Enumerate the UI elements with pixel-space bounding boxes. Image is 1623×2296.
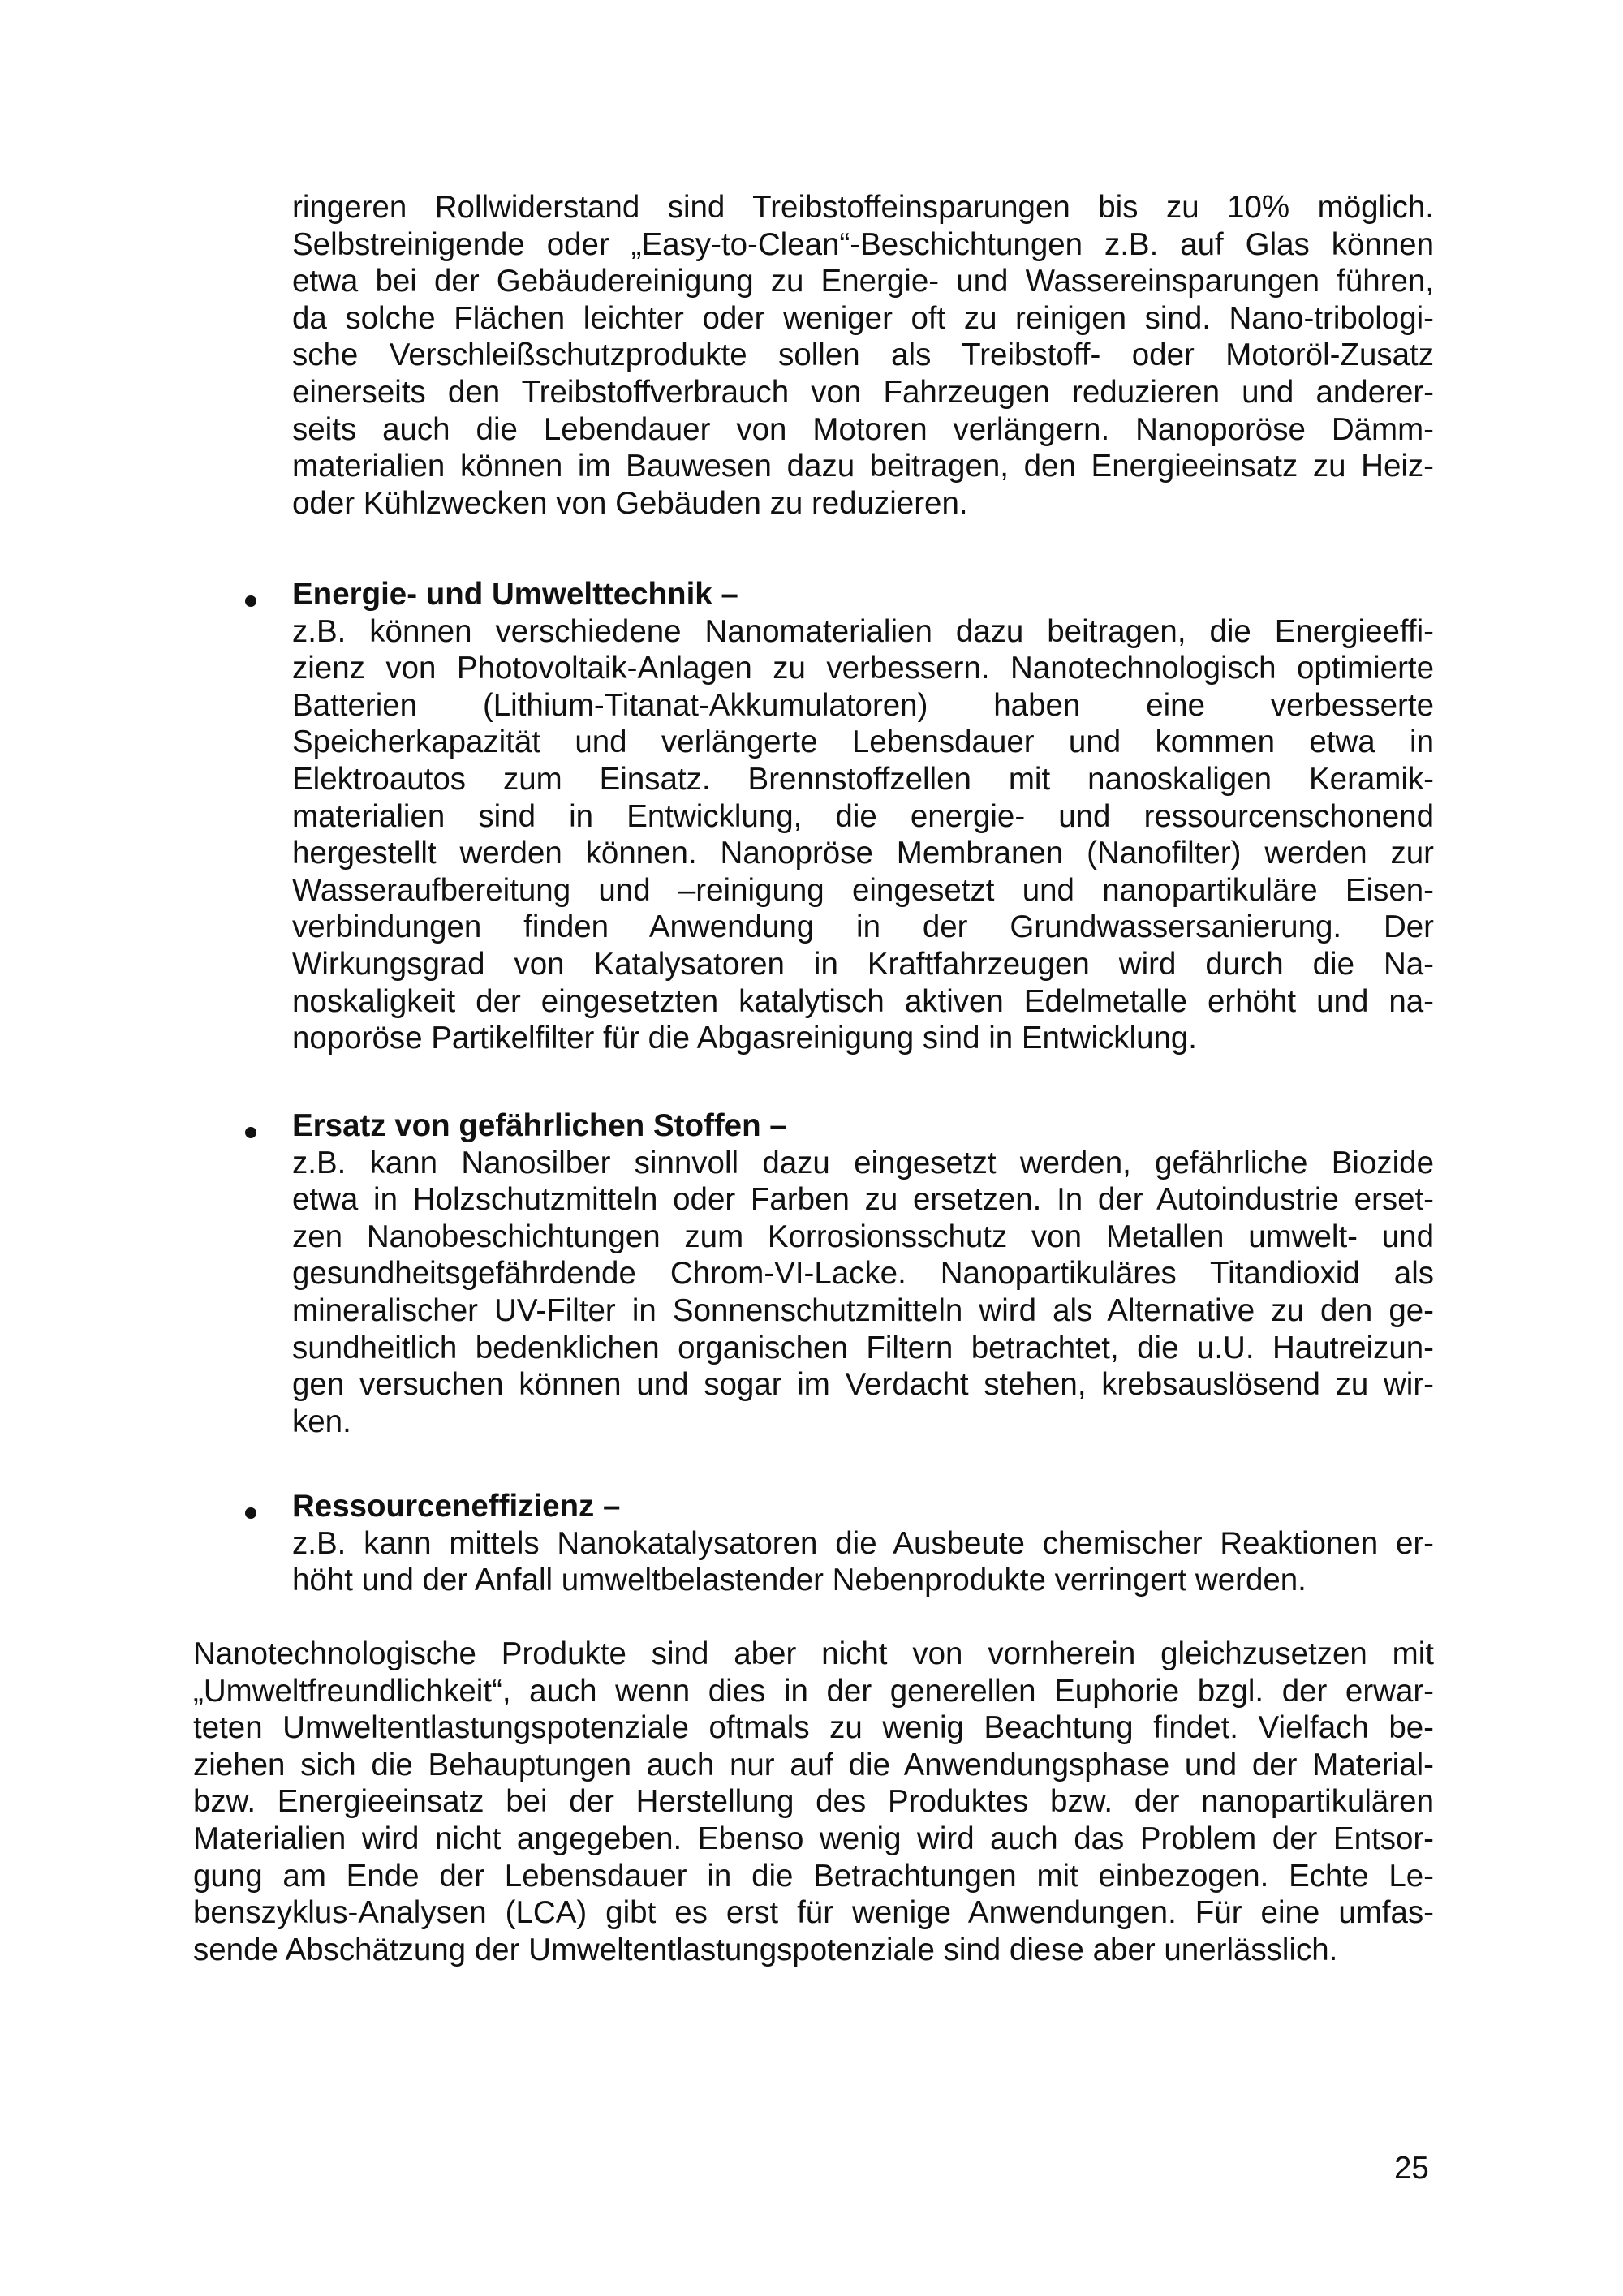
bullet-heading: Ressourceneffizienz – bbox=[292, 1489, 621, 1524]
bullet-line: z.B. können verschiedene Nanomaterialien dazu beitragen, die Energieeffi- bbox=[292, 613, 1434, 649]
bullet-item-ressourceneffizienz bbox=[292, 1488, 1434, 1599]
paragraph-line: ringeren Rollwiderstand sind Treibstoffeinsparungen bis zu 10% möglich. bbox=[292, 190, 1434, 225]
paragraph-line: oder Kühlzwecken von Gebäuden zu reduzieren. bbox=[292, 485, 968, 521]
bullet-icon bbox=[245, 1507, 256, 1519]
bullet-line: hergestellt werden können. Nanopröse Membranen (Nanofilter) werden zur bbox=[292, 836, 1434, 871]
bullet-line: z.B. kann mittels Nanokatalysatoren die Ausbeute chemischer Reaktionen er- bbox=[292, 1525, 1434, 1561]
bullet-line: zen Nanobeschichtungen zum Korrosionsschutz von Metallen umwelt- und bbox=[292, 1219, 1434, 1254]
bullet-line: mineralischer UV-Filter in Sonnenschutzmitteln wird als Alternative zu den ge- bbox=[292, 1292, 1434, 1328]
paragraph-line: seits auch die Lebendauer von Motoren verlängern. Nanoporöse Dämm- bbox=[292, 411, 1434, 447]
bullet-line: noskaligkeit der eingesetzten katalytisch aktiven Edelmetalle erhöht und na- bbox=[292, 983, 1434, 1019]
paragraph-line: einerseits den Treibstoffverbrauch von Fahrzeugen reduzieren und anderer- bbox=[292, 374, 1434, 410]
bullet-line: zienz von Photovoltaik-Anlagen zu verbessern. Nanotechnologisch optimierte bbox=[292, 651, 1434, 686]
paragraph-line: Nanotechnologische Produkte sind aber nicht von vornherein gleichzusetzen mit bbox=[193, 1636, 1434, 1671]
bullet-item-ersatz-gefaehrlicher-stoffe bbox=[292, 1107, 1434, 1440]
paragraph-line: sche Verschleißschutzprodukte sollen als Treibstoff- oder Motoröl-Zusatz bbox=[292, 338, 1434, 373]
bullet-heading: Ersatz von gefährlichen Stoffen – bbox=[292, 1108, 787, 1143]
bullet-line: gesundheitsgefährdende Chrom-VI-Lacke. Nanopartikuläres Titandioxid als bbox=[292, 1256, 1434, 1292]
bullet-heading: Energie- und Umwelttechnik – bbox=[292, 577, 738, 612]
paragraph-line: da solche Flächen leichter oder weniger oft zu reinigen sind. Nano-tribologi- bbox=[292, 300, 1434, 336]
intro-paragraph bbox=[292, 189, 1434, 522]
bullet-icon bbox=[245, 595, 256, 607]
bullet-icon bbox=[245, 1127, 256, 1138]
paragraph-line: bzw. Energieeinsatz bei der Herstellung des Produktes bzw. der nanopartikulären bbox=[193, 1784, 1434, 1820]
bullet-item-energie-umwelttechnik bbox=[292, 576, 1434, 1057]
paragraph-line: ziehen sich die Behauptungen auch nur auf die Anwendungsphase und der Material- bbox=[193, 1747, 1434, 1782]
bullet-line: Batterien (Lithium-Titanat-Akkumulatoren) haben eine verbesserte bbox=[292, 687, 1434, 723]
bullet-line: materialien sind in Entwicklung, die energie- und ressourcenschonend bbox=[292, 798, 1434, 834]
bullet-line: höht und der Anfall umweltbelastender Nebenprodukte verringert werden. bbox=[292, 1563, 1307, 1598]
bullet-line: noporöse Partikelfilter für die Abgasreinigung sind in Entwicklung. bbox=[292, 1021, 1197, 1056]
paragraph-line: etwa bei der Gebäudereinigung zu Energie- und Wassereinsparungen führen, bbox=[292, 264, 1434, 299]
bullet-line: sundheitlich bedenklichen organischen Filtern betrachtet, die u.U. Hautreizun- bbox=[292, 1330, 1434, 1365]
paragraph-line: materialien können im Bauwesen dazu beitragen, den Energieeinsatz zu Heiz- bbox=[292, 449, 1434, 484]
bullet-line: Elektroautos zum Einsatz. Brennstoffzellen mit nanoskaligen Keramik- bbox=[292, 761, 1434, 797]
closing-paragraph bbox=[193, 1636, 1434, 1968]
paragraph-line: Materialien wird nicht angegeben. Ebenso wenig wird auch das Problem der Entsor- bbox=[193, 1821, 1434, 1856]
bullet-line: z.B. kann Nanosilber sinnvoll dazu eingesetzt werden, gefährliche Biozide bbox=[292, 1145, 1434, 1180]
bullet-line: ken. bbox=[292, 1404, 351, 1439]
bullet-line: verbindungen finden Anwendung in der Grundwassersanierung. Der bbox=[292, 909, 1434, 945]
paragraph-line: „Umweltfreundlichkeit“, auch wenn dies in der generellen Euphorie bzgl. der erwar- bbox=[193, 1673, 1434, 1709]
page-number: 25 bbox=[1394, 2151, 1429, 2186]
paragraph-line: sende Abschätzung der Umweltentlastungspotenziale sind diese aber unerlässlich. bbox=[193, 1932, 1338, 1967]
paragraph-line: benszyklus-Analysen (LCA) gibt es erst für wenige Anwendungen. Für eine umfas- bbox=[193, 1895, 1434, 1931]
paragraph-line: gung am Ende der Lebensdauer in die Betrachtungen mit einbezogen. Echte Le- bbox=[193, 1858, 1434, 1894]
paragraph-line: teten Umweltentlastungspotenziale oftmals zu wenig Beachtung findet. Vielfach be- bbox=[193, 1710, 1434, 1746]
bullet-line: etwa in Holzschutzmitteln oder Farben zu ersetzen. In der Autoindustrie erset- bbox=[292, 1182, 1434, 1218]
bullet-line: Wirkungsgrad von Katalysatoren in Kraftfahrzeugen wird durch die Na- bbox=[292, 946, 1434, 982]
paragraph-line: Selbstreinigende oder „Easy-to-Clean“-Beschichtungen z.B. auf Glas können bbox=[292, 226, 1434, 262]
bullet-line: Speicherkapazität und verlängerte Lebensdauer und kommen etwa in bbox=[292, 724, 1434, 760]
bullet-line: gen versuchen können und sogar im Verdacht stehen, krebsauslösend zu wir- bbox=[292, 1367, 1434, 1403]
bullet-line: Wasseraufbereitung und –reinigung eingesetzt und nanopartikuläre Eisen- bbox=[292, 872, 1434, 908]
